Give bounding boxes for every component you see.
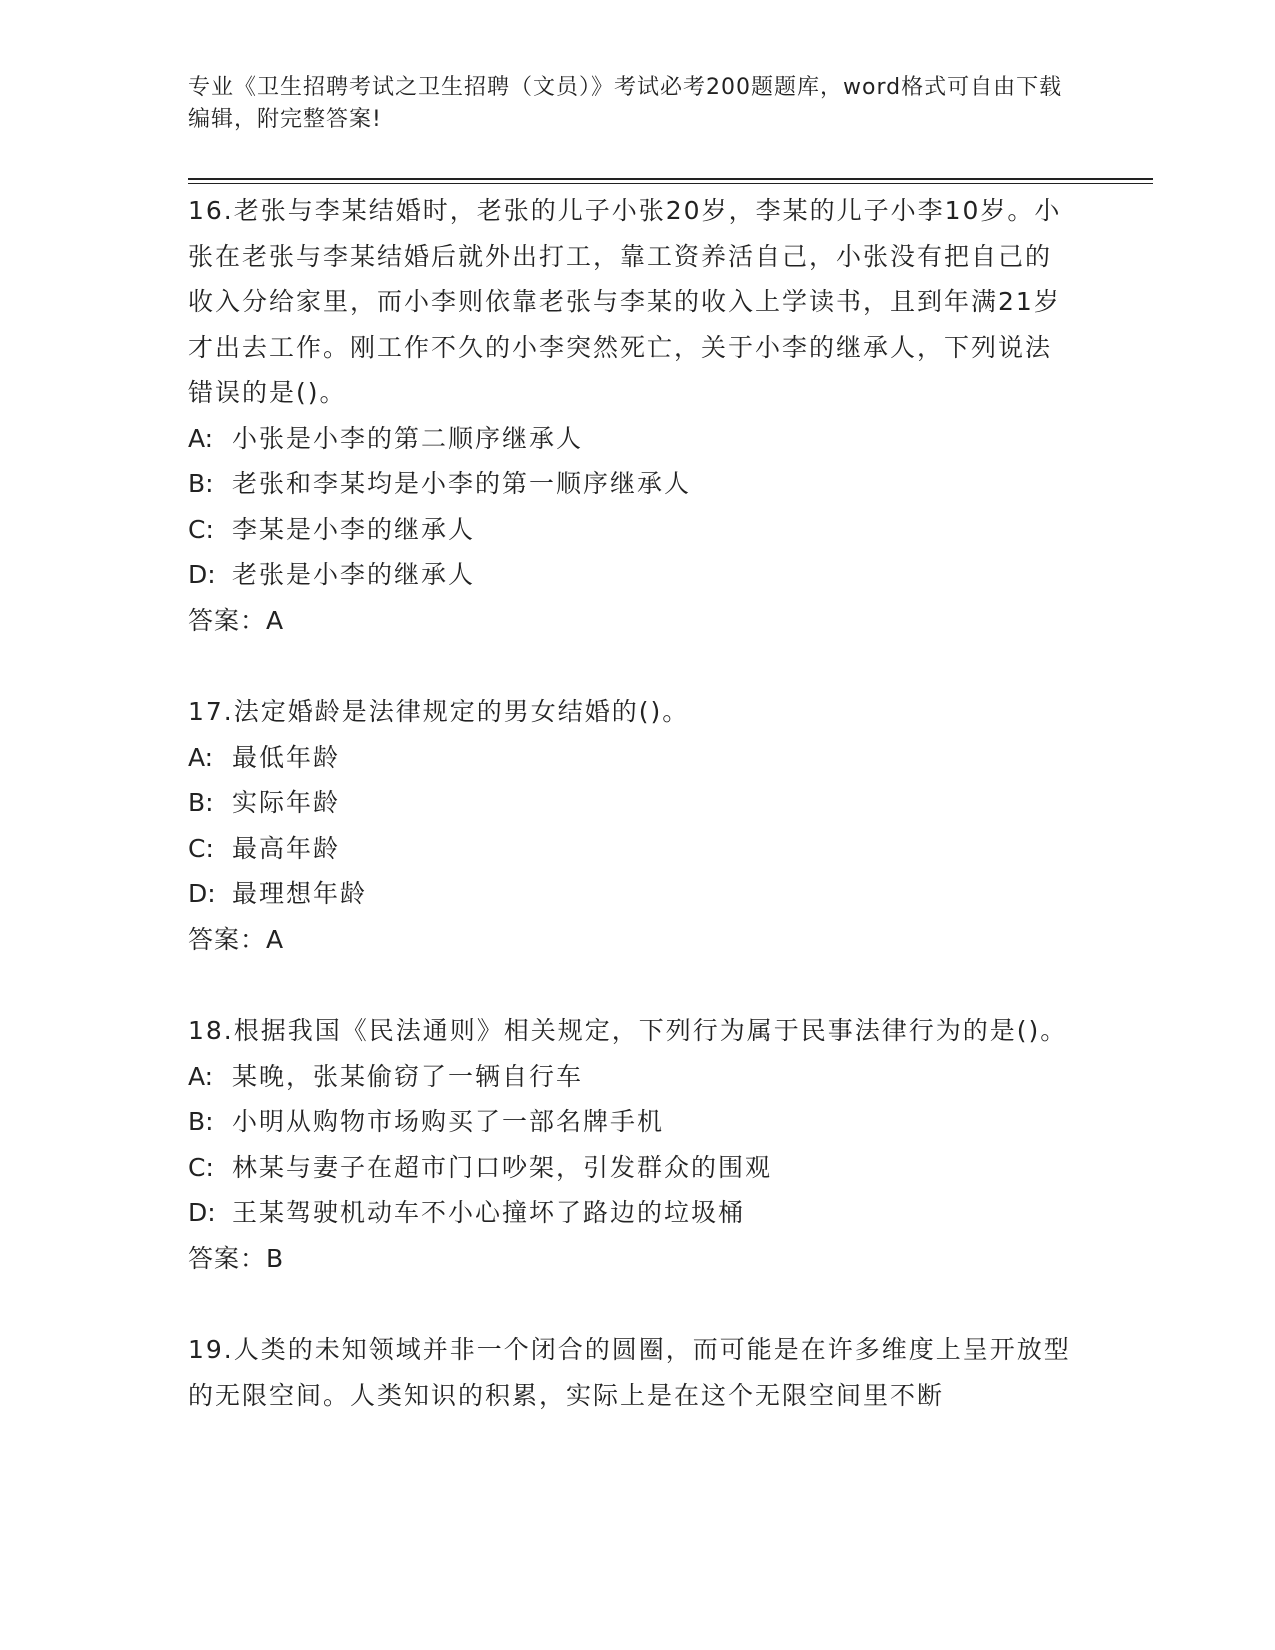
option-d	[188, 552, 1078, 598]
option-key: A:	[188, 742, 214, 772]
answer-label: 答案：	[188, 924, 267, 954]
option-text: 王某驾驶机动车不小心撞坏了路边的垃圾桶	[232, 1198, 746, 1227]
option-text: 小明从购物市场购买了一部名牌手机	[232, 1107, 665, 1136]
question-19	[188, 1327, 1078, 1418]
option-key: D:	[188, 879, 216, 908]
answer-value: B	[266, 1243, 285, 1273]
option-key: B:	[188, 1107, 214, 1136]
option-d	[188, 871, 1078, 917]
option-key: A:	[188, 1061, 214, 1091]
header-divider-thick	[188, 178, 1153, 180]
option-b	[188, 461, 1078, 507]
question-list	[188, 188, 1078, 1464]
option-key: B:	[188, 469, 214, 498]
option-key: D:	[188, 1198, 216, 1227]
option-key: C:	[188, 833, 214, 863]
option-c	[188, 507, 1078, 553]
option-b	[188, 780, 1078, 826]
question-18	[188, 1008, 1078, 1281]
header-divider-thin	[188, 183, 1153, 184]
answer-line	[188, 1236, 1078, 1282]
option-a	[188, 416, 1078, 462]
option-text: 最理想年龄	[232, 879, 368, 908]
question-17	[188, 689, 1078, 962]
document-header: 专业《卫生招聘考试之卫生招聘（文员）》考试必考200题题库，word格式可自由下载编辑，附完整答案!	[188, 75, 1063, 132]
option-key: D:	[188, 560, 216, 589]
option-text: 小张是小李的第二顺序继承人	[232, 423, 584, 453]
option-text: 某晚，张某偷窃了一辆自行车	[232, 1061, 584, 1091]
question-stem: 18.根据我国《民法通则》相关规定，下列行为属于民事法律行为的是()。	[188, 1016, 1068, 1045]
option-key: A:	[188, 423, 214, 453]
option-c	[188, 826, 1078, 872]
option-text: 林某与妻子在超市门口吵架，引发群众的围观	[232, 1152, 773, 1182]
option-key: C:	[188, 514, 214, 544]
option-key: B:	[188, 788, 214, 817]
answer-label: 答案：	[188, 1243, 267, 1273]
question-16	[188, 188, 1078, 643]
option-d	[188, 1190, 1078, 1236]
option-text: 李某是小李的继承人	[232, 514, 476, 544]
option-text: 老张是小李的继承人	[232, 560, 476, 589]
question-stem: 16.老张与李某结婚时，老张的儿子小张20岁，李某的儿子小李10岁。小张在老张与李某结婚后就外出打工，靠工资养活自己，小张没有把自己的收入分给家里，而小李则依靠老张与李某的收入上学读书，且到年满21岁才出去工作。刚工作不久的小李突然死亡，关于小李的继承人，下列说法错误的是()。	[188, 196, 1062, 407]
option-text: 老张和李某均是小李的第一顺序继承人	[232, 469, 692, 498]
answer-value: A	[266, 605, 285, 635]
option-b	[188, 1099, 1078, 1145]
answer-label: 答案：	[188, 605, 267, 635]
option-a	[188, 735, 1078, 781]
answer-line	[188, 598, 1078, 644]
option-text: 最低年龄	[232, 742, 341, 772]
option-key: C:	[188, 1152, 214, 1182]
option-c	[188, 1145, 1078, 1191]
answer-value: A	[266, 924, 285, 954]
answer-line	[188, 917, 1078, 963]
option-text: 最高年龄	[232, 833, 341, 863]
option-a	[188, 1054, 1078, 1100]
question-stem: 19.人类的未知领域并非一个闭合的圆圈，而可能是在许多维度上呈开放型的无限空间。人类知识的积累，实际上是在这个无限空间里不断	[188, 1335, 1071, 1410]
option-text: 实际年龄	[232, 788, 341, 817]
question-stem: 17.法定婚龄是法律规定的男女结婚的()。	[188, 697, 690, 726]
